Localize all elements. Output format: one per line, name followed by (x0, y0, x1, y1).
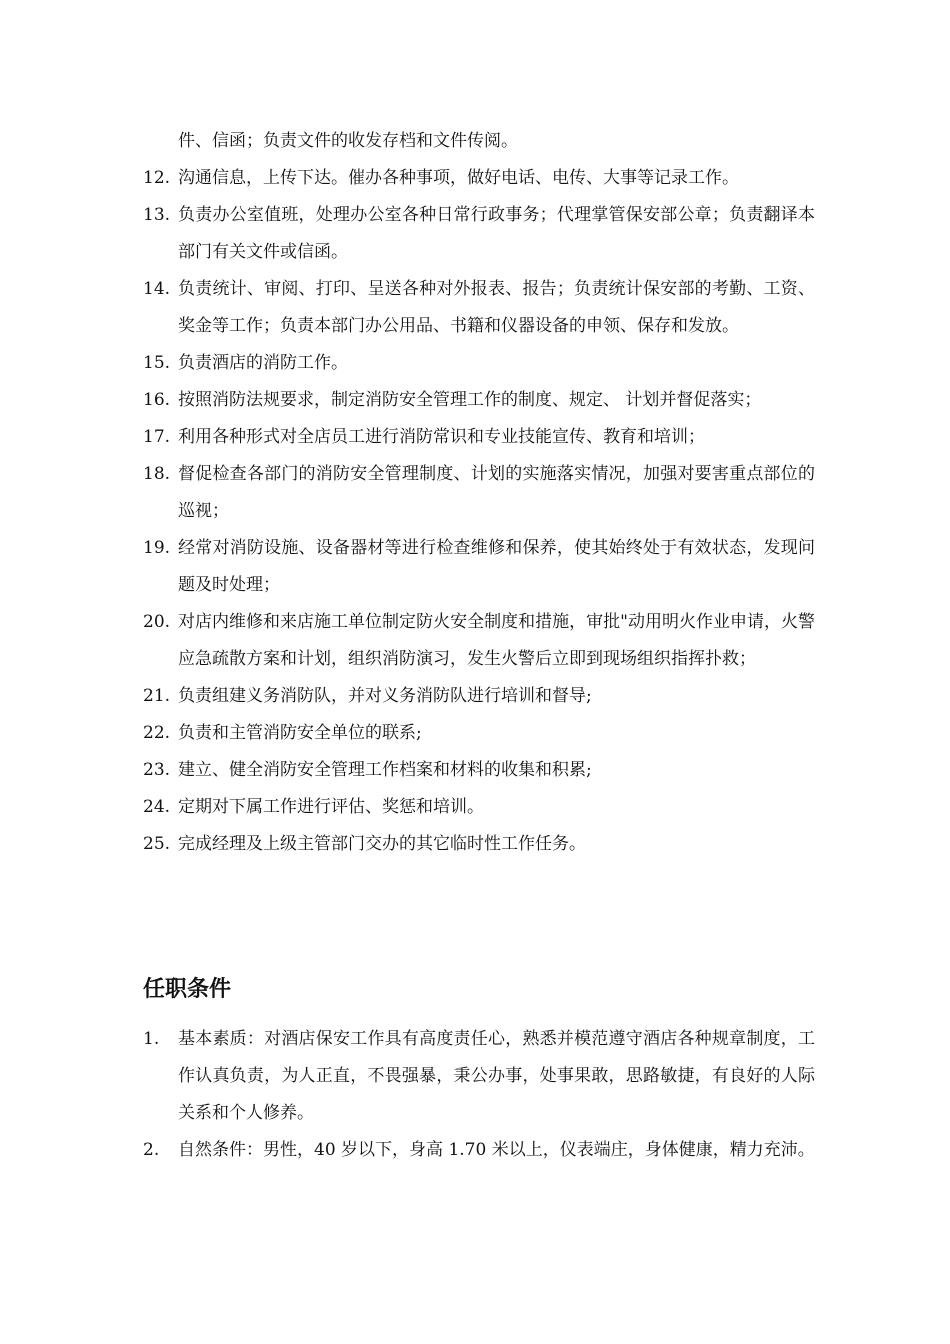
list-item-text: 建立、健全消防安全管理工作档案和材料的收集和积累; (178, 760, 592, 780)
list-item (143, 382, 815, 419)
list-item-number: 24. (143, 797, 171, 817)
list-item (143, 197, 815, 271)
list-item-text: 基本素质：对酒店保安工作具有高度责任心，熟悉并模范遵守酒店各种规章制度，工作认真负责，为人正直，不畏强暴，秉公办事，处事果敢，思路敏捷，有良好的人际关系和个人修养。 (178, 1029, 815, 1123)
list-item (143, 419, 815, 456)
list-item-number: 22. (143, 723, 171, 743)
qualifications-list (143, 1021, 815, 1169)
list-item (143, 715, 815, 752)
list-item-number: 20. (143, 612, 171, 632)
list-item (143, 752, 815, 789)
list-item (143, 271, 815, 345)
list-item-text: 件、信函；负责文件的收发存档和文件传阅。 (178, 131, 518, 151)
list-item-number: 16. (143, 390, 171, 410)
duties-list (143, 123, 815, 863)
list-item-number: 1. (143, 1029, 160, 1049)
list-item-text: 督促检查各部门的消防安全管理制度、计划的实施落实情况，加强对要害重点部位的巡视； (178, 464, 815, 521)
list-item-text: 定期对下属工作进行评估、奖惩和培训。 (178, 797, 484, 817)
list-item-text: 沟通信息，上传下达。催办各种事项，做好电话、电传、大事等记录工作。 (178, 168, 739, 188)
list-item-text: 负责办公室值班，处理办公室各种日常行政事务；代理掌管保安部公章；负责翻译本部门有关文件或信函。 (178, 205, 815, 262)
list-item-text: 按照消防法规要求，制定消防安全管理工作的制度、规定、 计划并督促落实； (178, 390, 762, 410)
list-item-text: 自然条件：男性，40 岁以下，身高 1.70 米以上，仪表端庄，身体健康，精力充沛。 (178, 1140, 815, 1160)
list-item (143, 789, 815, 826)
list-item-number: 23. (143, 760, 171, 780)
list-item-text: 对店内维修和来店施工单位制定防火安全制度和措施，审批"动用明火作业申请，火警应急疏散方案和计划，组织消防演习，发生火警后立即到现场组织指挥扑救； (178, 612, 815, 669)
list-item-number: 17. (143, 427, 171, 447)
list-item (143, 1132, 815, 1169)
list-item (143, 1021, 815, 1132)
list-item-text: 负责统计、审阅、打印、呈送各种对外报表、报告；负责统计保安部的考勤、工资、奖金等工作；负责本部门办公用品、书籍和仪器设备的申领、保存和发放。 (178, 279, 815, 336)
list-item-text: 负责酒店的消防工作。 (178, 353, 348, 373)
list-item-text: 负责组建义务消防队，并对义务消防队进行培训和督导; (178, 686, 592, 706)
list-item-text: 完成经理及上级主管部门交办的其它临时性工作任务。 (178, 834, 586, 854)
list-item (143, 456, 815, 530)
section-heading-qualifications: 任职条件 (143, 977, 232, 1002)
list-item (143, 530, 815, 604)
list-item (143, 826, 815, 863)
list-item-text: 利用各种形式对全店员工进行消防常识和专业技能宣传、教育和培训； (178, 427, 705, 447)
list-item-number: 19. (143, 538, 171, 558)
list-item-continuation (143, 123, 815, 160)
list-item-number: 13. (143, 205, 171, 225)
list-item-number: 25. (143, 834, 171, 854)
list-item-number: 2. (143, 1140, 160, 1160)
list-item (143, 160, 815, 197)
list-item (143, 678, 815, 715)
list-item-number: 18. (143, 464, 171, 484)
list-item (143, 604, 815, 678)
list-item-number: 14. (143, 279, 171, 299)
list-item (143, 345, 815, 382)
list-item-number: 12. (143, 168, 171, 188)
list-item-number: 15. (143, 353, 171, 373)
list-item-number: 21. (143, 686, 171, 706)
list-item-text: 负责和主管消防安全单位的联系; (178, 723, 422, 743)
list-item-text: 经常对消防设施、设备器材等进行检查维修和保养，使其始终处于有效状态，发现问题及时处理； (178, 538, 815, 595)
